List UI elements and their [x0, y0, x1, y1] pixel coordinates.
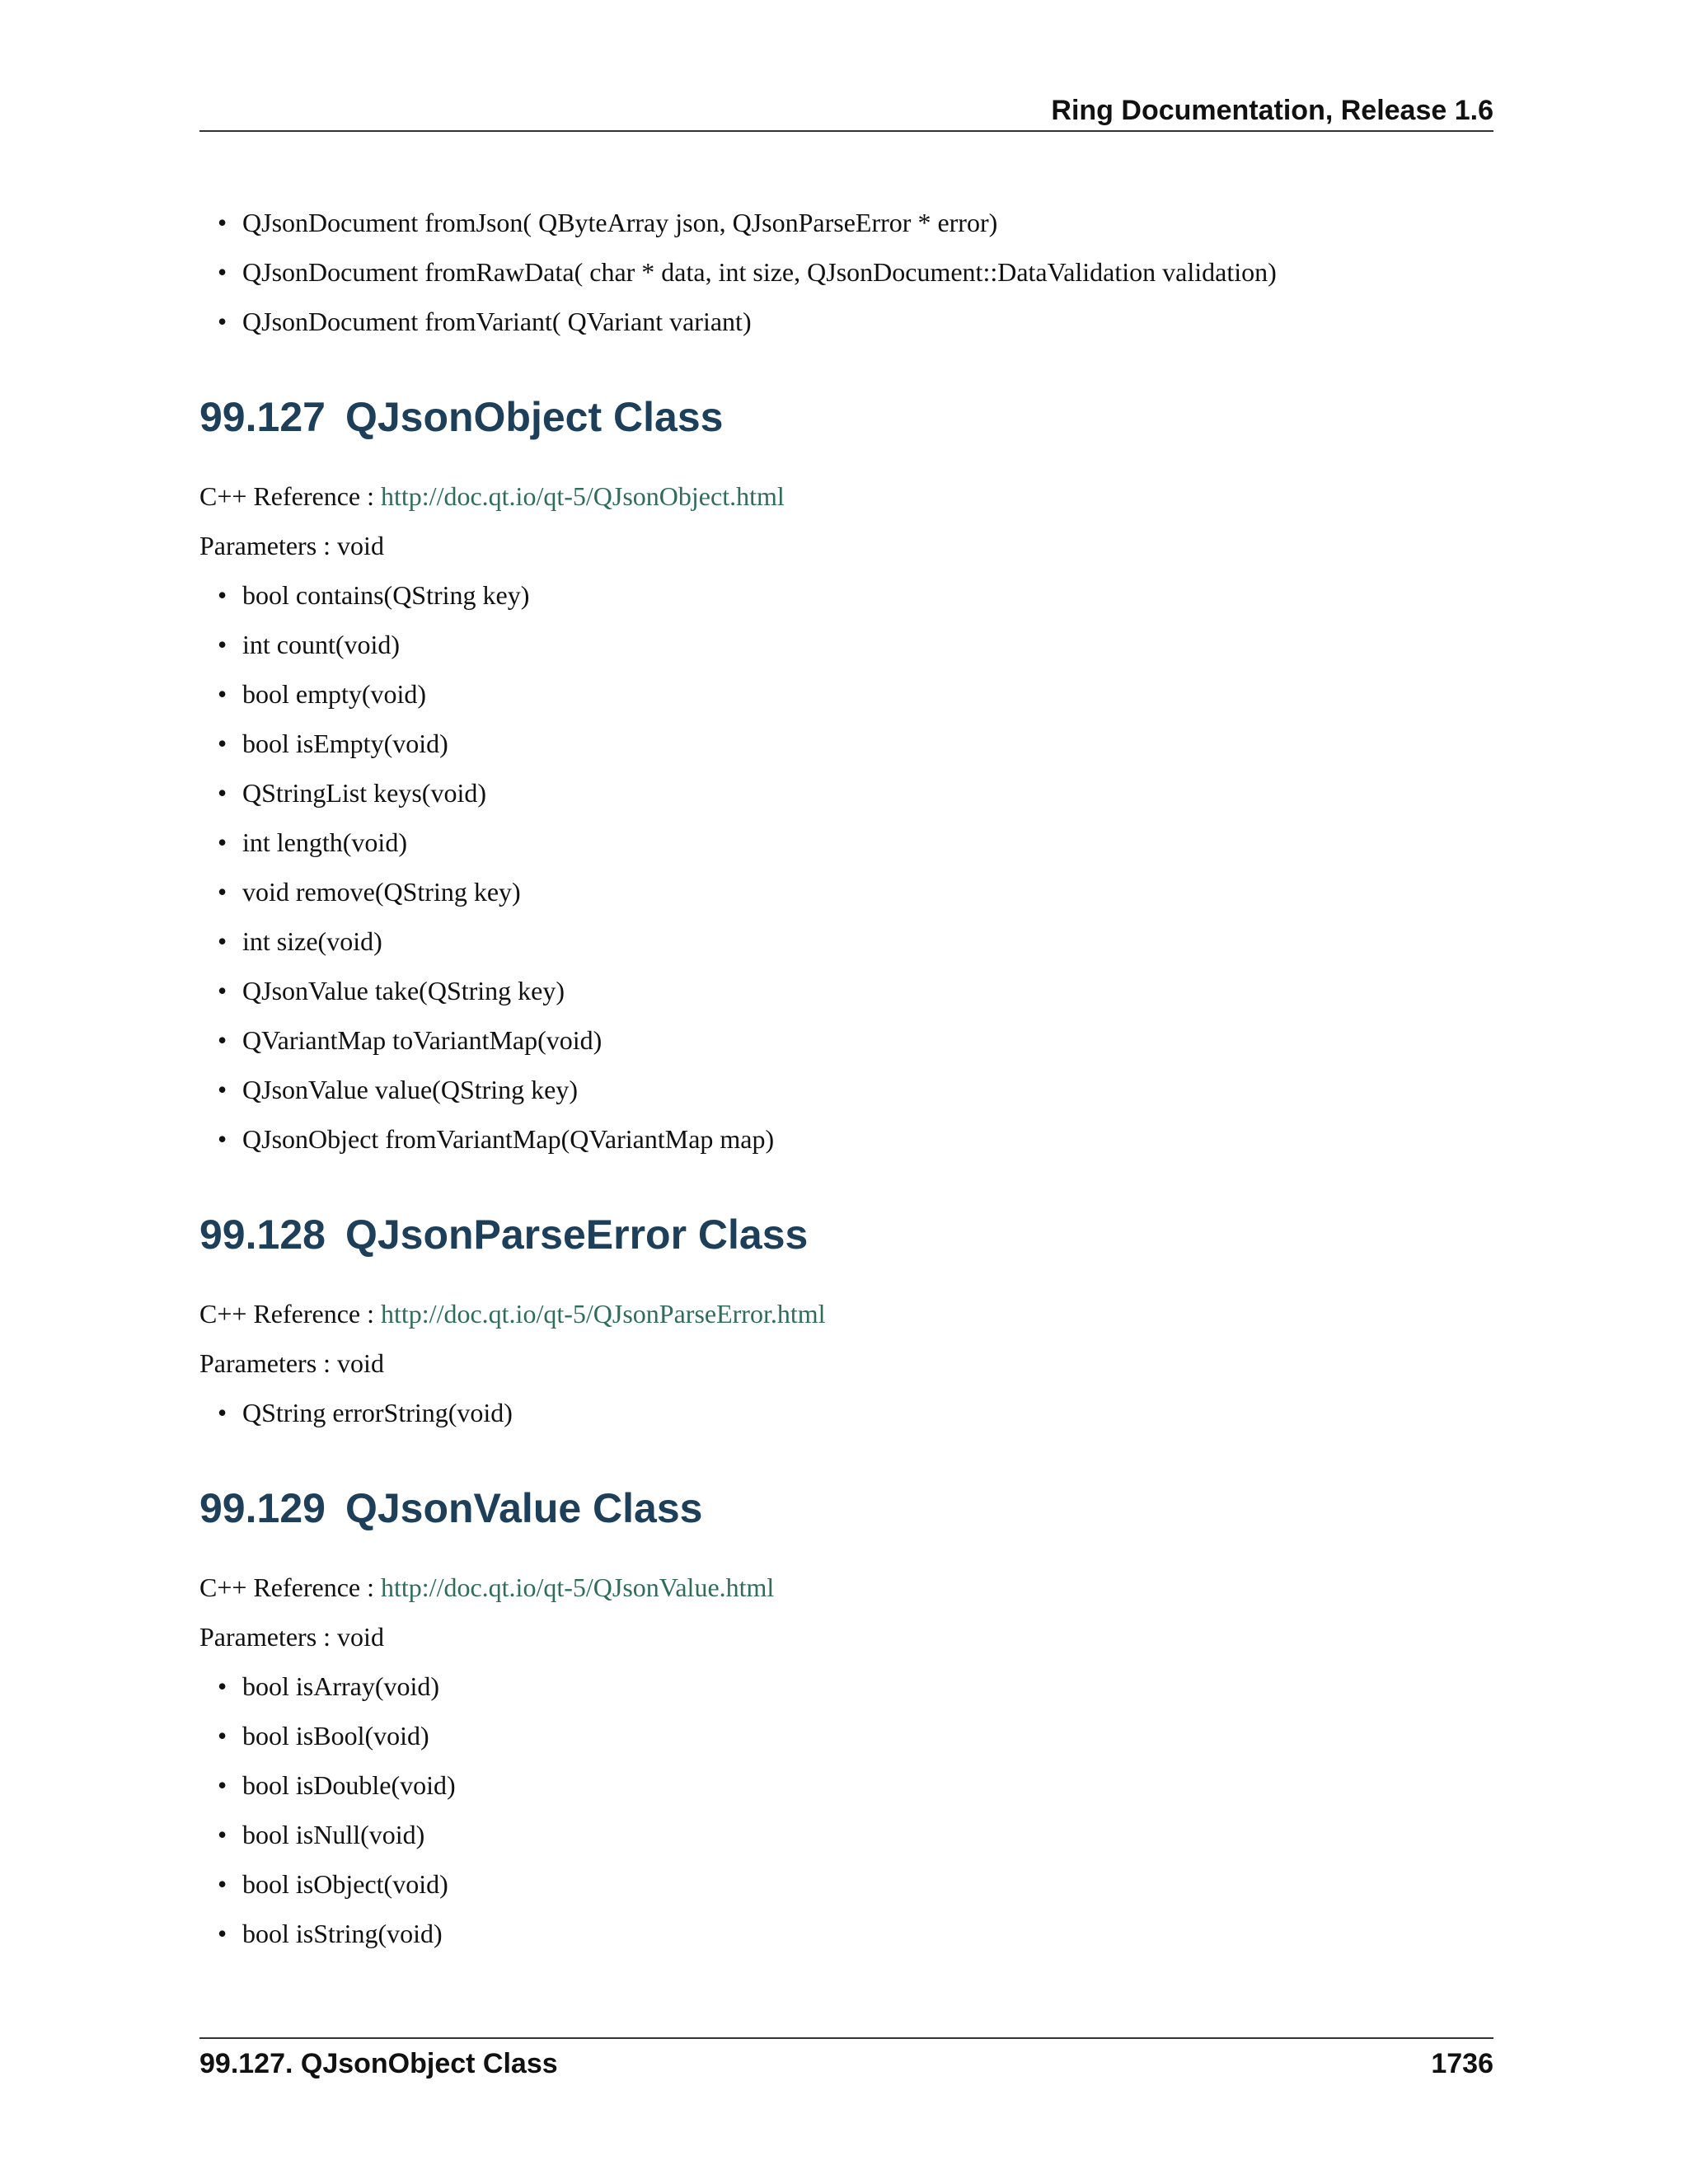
reference-label: C++ Reference :	[199, 481, 381, 511]
page-number: 1736	[1431, 2048, 1493, 2079]
section-title: QJsonParseError Class	[345, 1212, 809, 1258]
section-heading	[199, 1210, 1493, 1259]
list-item: • QJsonValue take(QString key)	[242, 966, 1493, 1015]
list-item: • bool isString(void)	[242, 1909, 1493, 1958]
list-item: • int size(void)	[242, 916, 1493, 966]
reference-link[interactable]: http://doc.qt.io/qt-5/QJsonObject.html	[381, 481, 785, 511]
list-item: • bool isNull(void)	[242, 1810, 1493, 1859]
list-item: • QJsonDocument fromJson( QByteArray json, QJsonParseError * error)	[242, 198, 1493, 247]
running-footer	[199, 2042, 1493, 2085]
list-item: • QJsonValue value(QString key)	[242, 1065, 1493, 1114]
list-item: • bool isObject(void)	[242, 1859, 1493, 1909]
section-title: QJsonObject Class	[345, 394, 724, 440]
footer-divider	[199, 2037, 1493, 2039]
running-header: Ring Documentation, Release 1.6	[1051, 95, 1493, 126]
section-qjsonvalue	[199, 1483, 1493, 1958]
list-item: • void remove(QString key)	[242, 867, 1493, 916]
list-item: • bool isArray(void)	[242, 1661, 1493, 1711]
section-number: 99.129	[199, 1485, 326, 1531]
method-list	[199, 1661, 1493, 1958]
method-list	[199, 1388, 1493, 1437]
document-page	[199, 0, 1493, 2184]
list-item: • QStringList keys(void)	[242, 768, 1493, 818]
section-title: QJsonValue Class	[345, 1485, 703, 1531]
header-divider	[199, 130, 1493, 132]
parameters-line: Parameters : void	[199, 1348, 384, 1378]
list-item: • QJsonObject fromVariantMap(QVariantMap map)	[242, 1114, 1493, 1164]
reference-link[interactable]: http://doc.qt.io/qt-5/QJsonValue.html	[381, 1572, 775, 1602]
footer-section-title: 99.127. QJsonObject Class	[199, 2048, 558, 2079]
list-item: • bool isBool(void)	[242, 1711, 1493, 1760]
cpp-reference	[199, 1289, 1493, 1338]
list-item: • int length(void)	[242, 818, 1493, 867]
list-item: • QVariantMap toVariantMap(void)	[242, 1015, 1493, 1065]
intro-method-list	[199, 198, 1493, 346]
section-heading	[199, 392, 1493, 442]
list-item: • bool empty(void)	[242, 669, 1493, 719]
method-list	[199, 570, 1493, 1164]
parameters-line: Parameters : void	[199, 1622, 384, 1652]
list-item: • bool contains(QString key)	[242, 570, 1493, 620]
section-heading	[199, 1483, 1493, 1533]
section-qjsonobject	[199, 392, 1493, 1164]
reference-label: C++ Reference :	[199, 1572, 381, 1602]
list-item: • bool isDouble(void)	[242, 1760, 1493, 1810]
parameters-line: Parameters : void	[199, 531, 384, 560]
section-qjsonparseerror	[199, 1210, 1493, 1437]
reference-link[interactable]: http://doc.qt.io/qt-5/QJsonParseError.html	[381, 1299, 826, 1329]
list-item: • int count(void)	[242, 620, 1493, 669]
list-item: • QString errorString(void)	[242, 1388, 1493, 1437]
reference-label: C++ Reference :	[199, 1299, 381, 1329]
section-number: 99.128	[199, 1212, 326, 1258]
list-item: • QJsonDocument fromRawData( char * data, int size, QJsonDocument::DataValidation validation)	[242, 247, 1493, 297]
page-content	[199, 198, 1493, 1958]
section-number: 99.127	[199, 394, 326, 440]
cpp-reference	[199, 471, 1493, 521]
list-item: • bool isEmpty(void)	[242, 719, 1493, 768]
cpp-reference	[199, 1563, 1493, 1612]
list-item: • QJsonDocument fromVariant( QVariant variant)	[242, 297, 1493, 346]
